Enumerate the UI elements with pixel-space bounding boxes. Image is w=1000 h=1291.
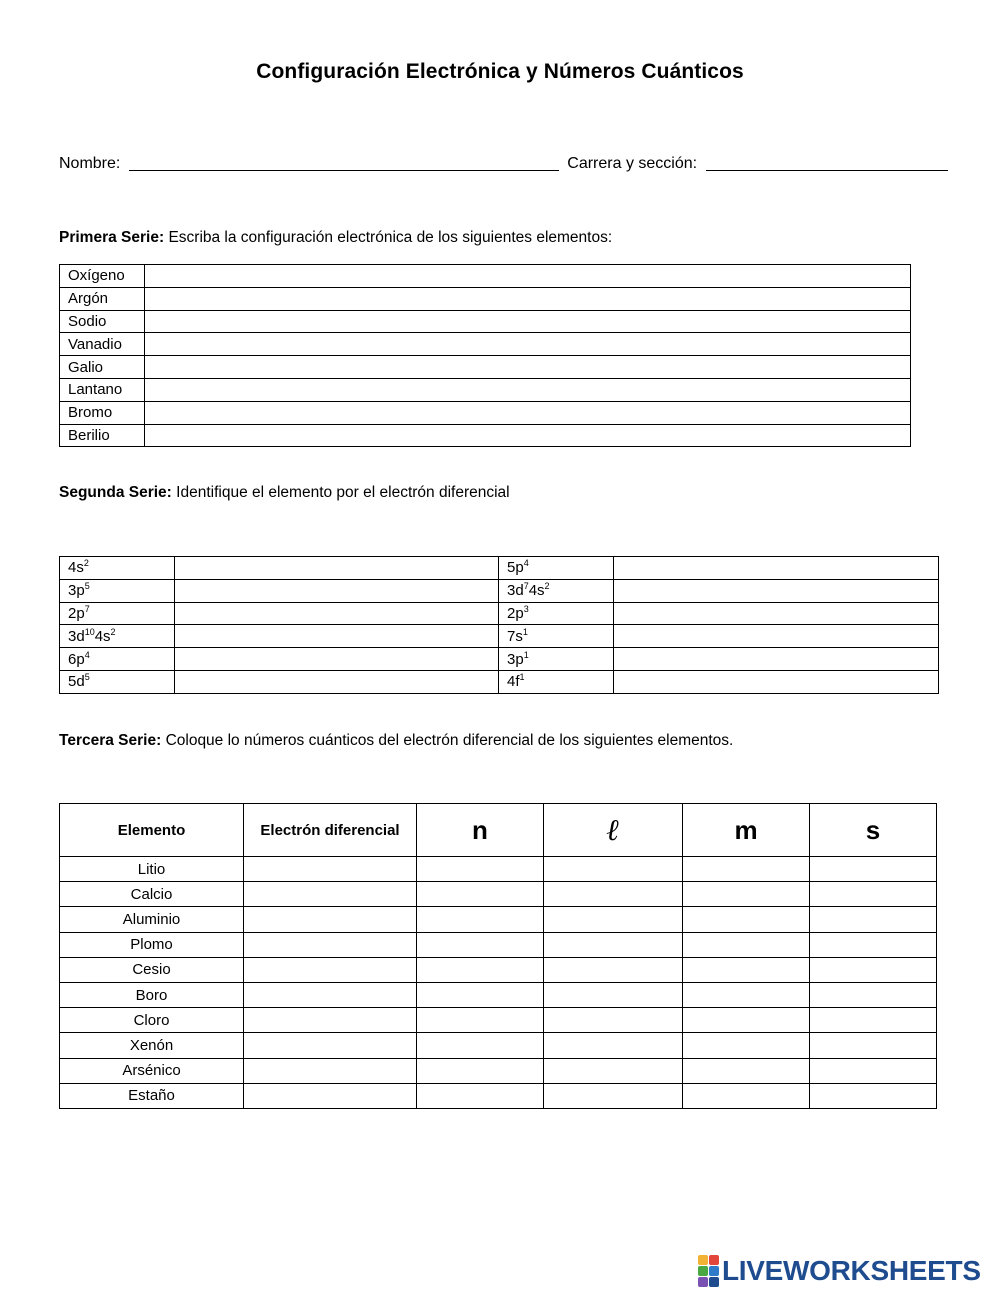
answer-cell[interactable] (614, 625, 939, 648)
config-base: 4s (528, 582, 545, 600)
table-row (60, 1083, 937, 1108)
element-name: Argón (60, 287, 145, 310)
answer-cell[interactable] (683, 982, 810, 1007)
answer-cell[interactable] (244, 1008, 417, 1033)
table-row (60, 1058, 937, 1083)
header-m: m (683, 804, 810, 857)
config-base: 5p (507, 559, 524, 577)
answer-cell[interactable] (417, 957, 544, 982)
config-exponent: 7 (84, 603, 90, 614)
config-base: 3d (68, 627, 85, 645)
table-row (60, 265, 911, 288)
electron-config (60, 579, 175, 602)
answer-cell[interactable] (810, 907, 937, 932)
element-name: Galio (60, 356, 145, 379)
config-exponent: 1 (523, 649, 529, 660)
table-row (60, 557, 939, 580)
answer-cell[interactable] (417, 1058, 544, 1083)
table-row (60, 356, 911, 379)
config-base: 4s (68, 559, 84, 577)
answer-cell[interactable] (145, 356, 911, 379)
serie2-heading (59, 484, 510, 502)
answer-cell[interactable] (244, 982, 417, 1007)
answer-cell[interactable] (244, 932, 417, 957)
config-exponent: 7 (523, 581, 529, 592)
logo-tile (698, 1255, 708, 1265)
serie3-table (59, 803, 937, 1109)
config-exponent: 5 (84, 581, 90, 592)
answer-cell[interactable] (145, 310, 911, 333)
answer-cell[interactable] (175, 670, 499, 693)
header-l: ℓ (544, 804, 683, 857)
logo-tile (698, 1266, 708, 1276)
logo-mark-icon (698, 1255, 719, 1287)
table-row (60, 310, 911, 333)
config-base: 5d (68, 673, 85, 691)
answer-cell[interactable] (145, 265, 911, 288)
table-row (60, 287, 911, 310)
answer-cell[interactable] (244, 1058, 417, 1083)
answer-cell[interactable] (145, 424, 911, 447)
config-exponent: 2 (83, 558, 89, 569)
serie1-heading (59, 229, 612, 247)
answer-cell[interactable] (175, 579, 499, 602)
config-base: 2p (507, 604, 524, 622)
answer-cell[interactable] (683, 957, 810, 982)
logo-text: LIVEWORKSHEETS (722, 1255, 981, 1286)
header-elemento: Elemento (60, 804, 244, 857)
config-exponent: 3 (523, 603, 529, 614)
element-name: Cesio (60, 957, 244, 982)
serie3-text: Coloque lo números cuánticos del electrón diferencial de los siguientes elementos. (165, 732, 734, 749)
carrera-label: Carrera y sección: (567, 155, 698, 172)
table-row (60, 1008, 937, 1033)
electron-config (499, 648, 614, 671)
answer-cell[interactable] (683, 1083, 810, 1108)
config-exponent: 2 (110, 626, 116, 637)
table-row (60, 957, 937, 982)
answer-cell[interactable] (417, 857, 544, 882)
answer-cell[interactable] (244, 957, 417, 982)
electron-config (499, 557, 614, 580)
answer-cell[interactable] (683, 932, 810, 957)
serie2-text: Identifique el elemento por el electrón diferencial (176, 484, 510, 501)
answer-cell[interactable] (145, 333, 911, 356)
table-row (60, 424, 911, 447)
answer-cell[interactable] (244, 907, 417, 932)
table-row (60, 857, 937, 882)
logo-tile (698, 1277, 708, 1287)
serie3-label: Tercera Serie: (59, 732, 162, 749)
electron-config (60, 602, 175, 625)
element-name: Lantano (60, 378, 145, 401)
config-base: 2p (68, 604, 85, 622)
electron-config (60, 670, 175, 693)
table-row (60, 882, 937, 907)
student-info-row (59, 154, 948, 173)
answer-cell[interactable] (683, 882, 810, 907)
answer-cell[interactable] (417, 907, 544, 932)
answer-cell[interactable] (544, 882, 683, 907)
answer-cell[interactable] (244, 857, 417, 882)
answer-cell[interactable] (683, 1058, 810, 1083)
answer-cell[interactable] (244, 1033, 417, 1058)
nombre-field[interactable] (129, 154, 559, 171)
answer-cell[interactable] (175, 625, 499, 648)
table-row (60, 602, 939, 625)
answer-cell[interactable] (544, 982, 683, 1007)
serie2-table (59, 556, 939, 694)
answer-cell[interactable] (810, 1058, 937, 1083)
config-base: 7s (507, 627, 523, 645)
config-exponent: 4 (84, 649, 90, 660)
answer-cell[interactable] (417, 982, 544, 1007)
serie1-table (59, 264, 911, 447)
config-base: 6p (68, 650, 85, 668)
table-row (60, 982, 937, 1007)
table-row (60, 648, 939, 671)
answer-cell[interactable] (810, 857, 937, 882)
answer-cell[interactable] (544, 1033, 683, 1058)
answer-cell[interactable] (614, 670, 939, 693)
element-name: Aluminio (60, 907, 244, 932)
element-name: Arsénico (60, 1058, 244, 1083)
element-name: Calcio (60, 882, 244, 907)
electron-config (60, 648, 175, 671)
answer-cell[interactable] (614, 602, 939, 625)
header-n: n (417, 804, 544, 857)
header-electron-diferencial: Electrón diferencial (244, 804, 417, 857)
nombre-label: Nombre: (59, 155, 121, 172)
page-title: Configuración Electrónica y Números Cuánticos (256, 60, 744, 83)
table-row (60, 333, 911, 356)
answer-cell[interactable] (810, 932, 937, 957)
config-exponent: 5 (84, 672, 90, 683)
config-base: 4f (507, 673, 520, 691)
liveworksheets-logo (698, 1256, 981, 1286)
answer-cell[interactable] (810, 1033, 937, 1058)
table-row (60, 907, 937, 932)
logo-tile (709, 1255, 719, 1265)
answer-cell[interactable] (544, 1083, 683, 1108)
element-name: Xenón (60, 1033, 244, 1058)
serie1-text: Escriba la configuración electrónica de los siguientes elementos: (168, 229, 613, 246)
answer-cell[interactable] (683, 907, 810, 932)
table-row (60, 401, 911, 424)
answer-cell[interactable] (544, 907, 683, 932)
answer-cell[interactable] (417, 882, 544, 907)
config-exponent: 4 (523, 558, 529, 569)
answer-cell[interactable] (145, 378, 911, 401)
answer-cell[interactable] (417, 932, 544, 957)
answer-cell[interactable] (544, 1008, 683, 1033)
answer-cell[interactable] (544, 957, 683, 982)
answer-cell[interactable] (175, 648, 499, 671)
answer-cell[interactable] (145, 287, 911, 310)
serie2-label: Segunda Serie: (59, 484, 172, 501)
answer-cell[interactable] (810, 957, 937, 982)
element-name: Cloro (60, 1008, 244, 1033)
table-row (60, 579, 939, 602)
config-base: 3p (507, 650, 524, 668)
table-row (60, 1033, 937, 1058)
electron-config (499, 625, 614, 648)
answer-cell[interactable] (244, 1083, 417, 1108)
answer-cell[interactable] (683, 857, 810, 882)
element-name: Sodio (60, 310, 145, 333)
answer-cell[interactable] (244, 882, 417, 907)
answer-cell[interactable] (810, 882, 937, 907)
config-exponent: 2 (544, 581, 550, 592)
serie3-heading (59, 732, 733, 750)
config-base: 3d (507, 582, 524, 600)
table-row (60, 670, 939, 693)
config-base: 3p (68, 582, 85, 600)
electron-config (499, 670, 614, 693)
table-row (60, 378, 911, 401)
logo-tile (709, 1277, 719, 1287)
element-name: Boro (60, 982, 244, 1007)
answer-cell[interactable] (145, 401, 911, 424)
answer-cell[interactable] (544, 1058, 683, 1083)
table-row (60, 625, 939, 648)
config-exponent: 1 (522, 626, 528, 637)
serie1-label: Primera Serie: (59, 229, 165, 246)
answer-cell[interactable] (614, 648, 939, 671)
config-base: 4s (94, 627, 111, 645)
electron-config (499, 602, 614, 625)
logo-tile (709, 1266, 719, 1276)
table-row (60, 932, 937, 957)
electron-config (60, 625, 175, 648)
answer-cell[interactable] (417, 1033, 544, 1058)
answer-cell[interactable] (417, 1083, 544, 1108)
element-name: Estaño (60, 1083, 244, 1108)
answer-cell[interactable] (417, 1008, 544, 1033)
element-name: Plomo (60, 932, 244, 957)
config-exponent: 10 (84, 626, 95, 637)
config-exponent: 1 (519, 672, 525, 683)
element-name: Litio (60, 857, 244, 882)
electron-config (60, 557, 175, 580)
answer-cell[interactable] (810, 1008, 937, 1033)
answer-cell[interactable] (544, 857, 683, 882)
answer-cell[interactable] (810, 1083, 937, 1108)
answer-cell[interactable] (683, 1008, 810, 1033)
electron-config (499, 579, 614, 602)
answer-cell[interactable] (175, 602, 499, 625)
element-name: Bromo (60, 401, 145, 424)
answer-cell[interactable] (810, 982, 937, 1007)
answer-cell[interactable] (614, 579, 939, 602)
carrera-field[interactable] (706, 154, 948, 171)
header-s: s (810, 804, 937, 857)
element-name: Vanadio (60, 333, 145, 356)
element-name: Oxígeno (60, 265, 145, 288)
element-name: Berilio (60, 424, 145, 447)
answer-cell[interactable] (683, 1033, 810, 1058)
answer-cell[interactable] (614, 557, 939, 580)
answer-cell[interactable] (175, 557, 499, 580)
answer-cell[interactable] (544, 932, 683, 957)
